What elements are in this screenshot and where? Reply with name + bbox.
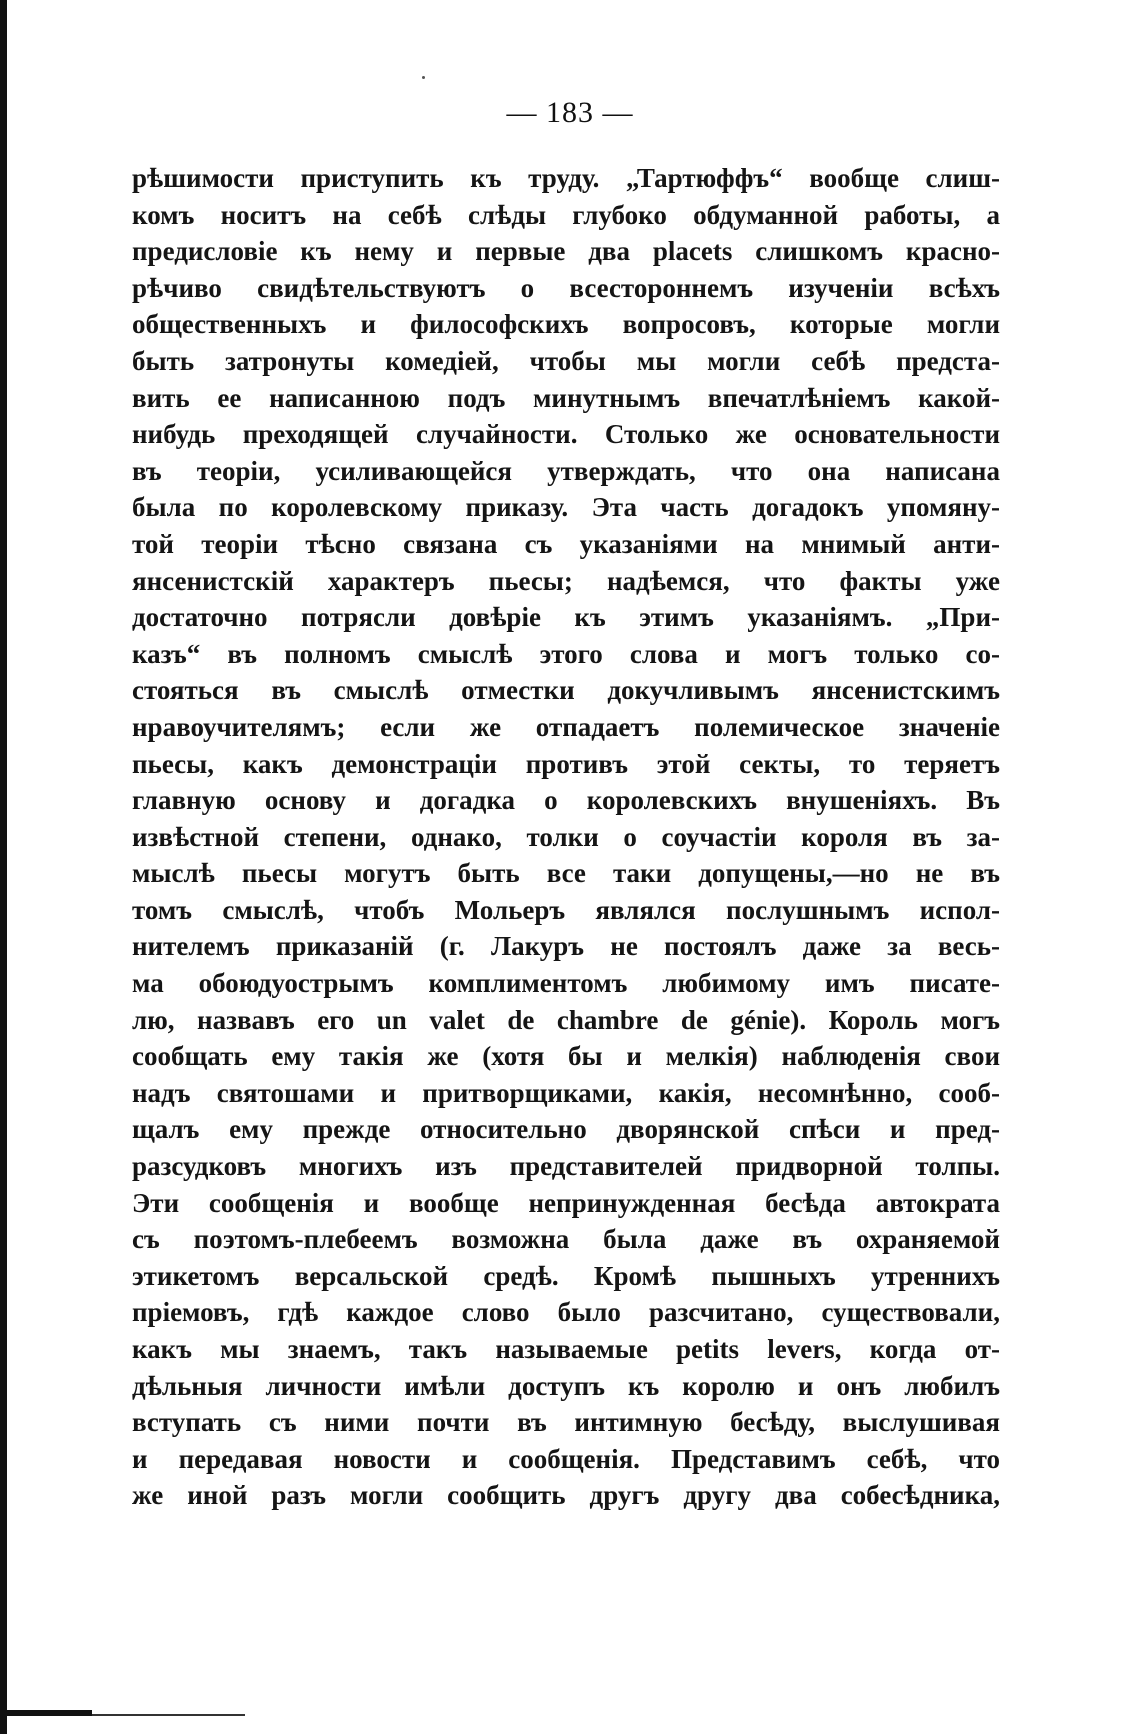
text-line: вить ее написанною подъ минутнымъ впечатлѣніемъ какой- — [132, 382, 1000, 413]
printer-rule — [0, 1710, 245, 1720]
text-line: рѣчиво свидѣтельствуютъ о всестороннемъ изученіи всѣхъ — [132, 272, 1000, 303]
text-line: общественныхъ и философскихъ вопросовъ, которые могли — [132, 309, 1000, 340]
text-line: казъ“ въ полномъ смыслѣ этого слова и могъ только со- — [132, 638, 1000, 669]
text-line: нибудь преходящей случайности. Столько же основательности — [132, 419, 1000, 450]
text-line: въ теоріи, усиливающейся утверждать, что она написана — [132, 455, 1000, 486]
text-line: нителемъ приказаній (г. Лакуръ не постоялъ даже за весь- — [132, 931, 1000, 962]
text-line: сообщать ему такія же (хотя бы и мелкія) наблюденія свои — [132, 1041, 1000, 1072]
text-line: пьесы, какъ демонстраціи противъ этой секты, то теряетъ — [132, 748, 1000, 779]
text-line: и передавая новости и сообщенія. Представимъ себѣ, что — [132, 1443, 1000, 1474]
text-line: нравоучителямъ; если же отпадаетъ полемическое значеніе — [132, 711, 1000, 742]
text-line: пріемовъ, гдѣ каждое слово было разсчитано, существовали, — [132, 1297, 1000, 1328]
text-line: вступать съ ними почти въ интимную бесѣду, выслушивая — [132, 1407, 1000, 1438]
text-line: предисловіе къ нему и первые два placets слишкомъ красно- — [132, 236, 1000, 267]
text-line: стояться въ смыслѣ отместки докучливымъ янсенистскимъ — [132, 675, 1000, 706]
text-line: щалъ ему прежде относительно дворянской спѣси и пред- — [132, 1114, 1000, 1145]
text-line: же иной разъ могли сообщить другъ другу два собесѣдника, — [132, 1480, 1000, 1511]
text-line: главную основу и догадка о королевскихъ внушеніяхъ. Въ — [132, 785, 1000, 816]
paper-speck — [422, 76, 425, 79]
text-line: какъ мы знаемъ, такъ называемые petits levers, когда от- — [132, 1334, 1000, 1364]
text-line: быть затронуты комедіей, чтобы мы могли себѣ предста- — [132, 345, 1000, 376]
text-line: ма обоюдуострымъ комплиментомъ любимому имъ писате- — [132, 968, 1000, 999]
text-line: этикетомъ версальской средѣ. Кромѣ пышныхъ утреннихъ — [132, 1260, 1000, 1291]
text-line: Эти сообщенія и вообще непринужденная бесѣда автократа — [132, 1187, 1000, 1218]
text-line: мыслѣ пьесы могутъ быть все таки допущены,—но не въ — [132, 858, 1000, 889]
text-line: томъ смыслѣ, чтобъ Мольеръ являлся послушнымъ испол- — [132, 894, 1000, 925]
text-line: той теоріи тѣсно связана съ указаніями на мнимый анти- — [132, 528, 1000, 559]
text-line: съ поэтомъ-плебеемъ возможна была даже въ охраняемой — [132, 1224, 1000, 1255]
body-text — [132, 160, 1000, 1514]
text-line: дѣльныя личности имѣли доступъ къ королю и онъ любилъ — [132, 1370, 1000, 1401]
text-line: янсенистскій характеръ пьесы; надѣемся, что факты уже — [132, 565, 1000, 596]
binding-edge — [0, 0, 7, 1734]
printer-rule-thick — [0, 1710, 92, 1716]
text-line: надъ святошами и притворщиками, какія, несомнѣнно, сооб- — [132, 1077, 1000, 1108]
text-line: лю, назвавъ его un valet de chambre de génie). Король могъ — [132, 1004, 1000, 1035]
text-line: была по королевскому приказу. Эта часть догадокъ упомяну- — [132, 492, 1000, 523]
text-line: рѣшимости приступить къ труду. „Тартюффъ“ вообще слиш- — [132, 163, 1000, 193]
text-line: комъ носитъ на себѣ слѣды глубоко обдуманной работы, а — [132, 199, 1000, 230]
text-line: разсудковъ многихъ изъ представителей придворной толпы. — [132, 1151, 1000, 1182]
printer-rule-thin — [92, 1714, 245, 1716]
page-number: — 183 — — [506, 96, 634, 129]
text-line: достаточно потрясли довѣріе къ этимъ указаніямъ. „При- — [132, 602, 1000, 633]
text-line: извѣстной степени, однако, толки о соучастіи короля въ за- — [132, 821, 1000, 852]
